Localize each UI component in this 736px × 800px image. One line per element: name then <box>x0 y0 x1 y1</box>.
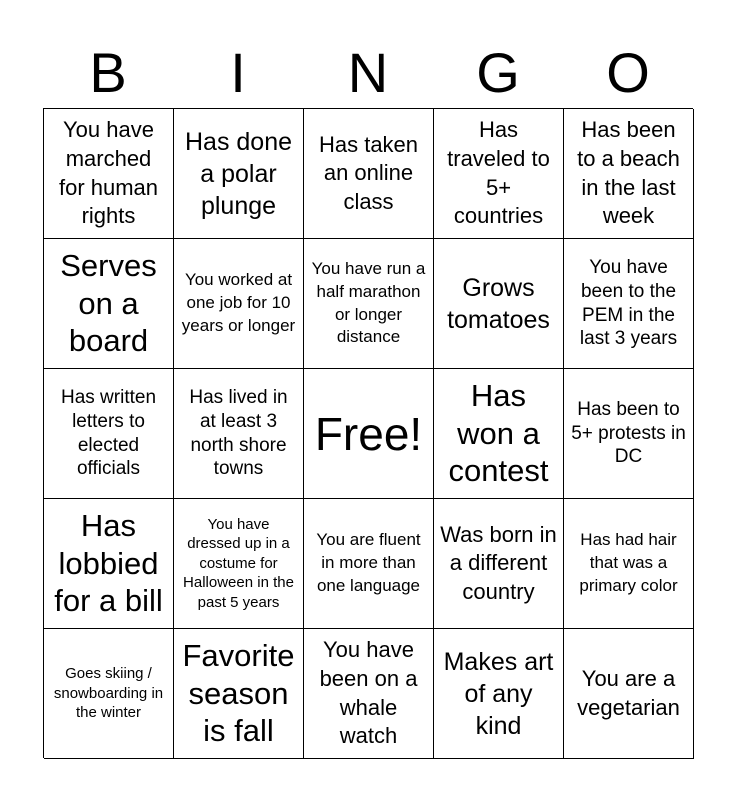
bingo-cell[interactable]: Has been to a beach in the last week <box>564 109 694 239</box>
bingo-cell[interactable]: Has done a polar plunge <box>174 109 304 239</box>
bingo-cell[interactable]: Serves on a board <box>44 239 174 369</box>
header-letter-o: O <box>606 41 650 104</box>
bingo-board <box>43 108 693 758</box>
bingo-cell[interactable]: Has traveled to 5+ countries <box>434 109 564 239</box>
bingo-header <box>43 38 693 108</box>
header-letter-i: I <box>230 41 246 104</box>
bingo-cell[interactable]: You have marched for human rights <box>44 109 174 239</box>
bingo-cell[interactable]: You are fluent in more than one language <box>304 499 434 629</box>
free-space[interactable]: Free! <box>304 369 434 499</box>
bingo-cell[interactable]: You are a vegetarian <box>564 629 694 759</box>
bingo-cell[interactable]: Grows tomatoes <box>434 239 564 369</box>
bingo-cell[interactable]: You have run a half marathon or longer distance <box>304 239 434 369</box>
bingo-cell[interactable]: Favorite season is fall <box>174 629 304 759</box>
bingo-cell[interactable]: Has been to 5+ protests in DC <box>564 369 694 499</box>
header-letter-g: G <box>476 41 520 104</box>
header-letter-n: N <box>347 41 389 104</box>
bingo-cell[interactable]: Has lobbied for a bill <box>44 499 174 629</box>
bingo-cell[interactable]: Has written letters to elected officials <box>44 369 174 499</box>
bingo-cell[interactable]: Has lived in at least 3 north shore towns <box>174 369 304 499</box>
bingo-cell[interactable]: You worked at one job for 10 years or longer <box>174 239 304 369</box>
bingo-cell[interactable]: Makes art of any kind <box>434 629 564 759</box>
bingo-cell[interactable]: You have been on a whale watch <box>304 629 434 759</box>
bingo-cell[interactable]: Has had hair that was a primary color <box>564 499 694 629</box>
bingo-cell[interactable]: Has won a contest <box>434 369 564 499</box>
header-letter-b: B <box>89 41 127 104</box>
bingo-cell[interactable]: Has taken an online class <box>304 109 434 239</box>
bingo-cell[interactable]: Was born in a different country <box>434 499 564 629</box>
bingo-cell[interactable]: Goes skiing / snowboarding in the winter <box>44 629 174 759</box>
bingo-cell[interactable]: You have dressed up in a costume for Halloween in the past 5 years <box>174 499 304 629</box>
bingo-cell[interactable]: You have been to the PEM in the last 3 years <box>564 239 694 369</box>
